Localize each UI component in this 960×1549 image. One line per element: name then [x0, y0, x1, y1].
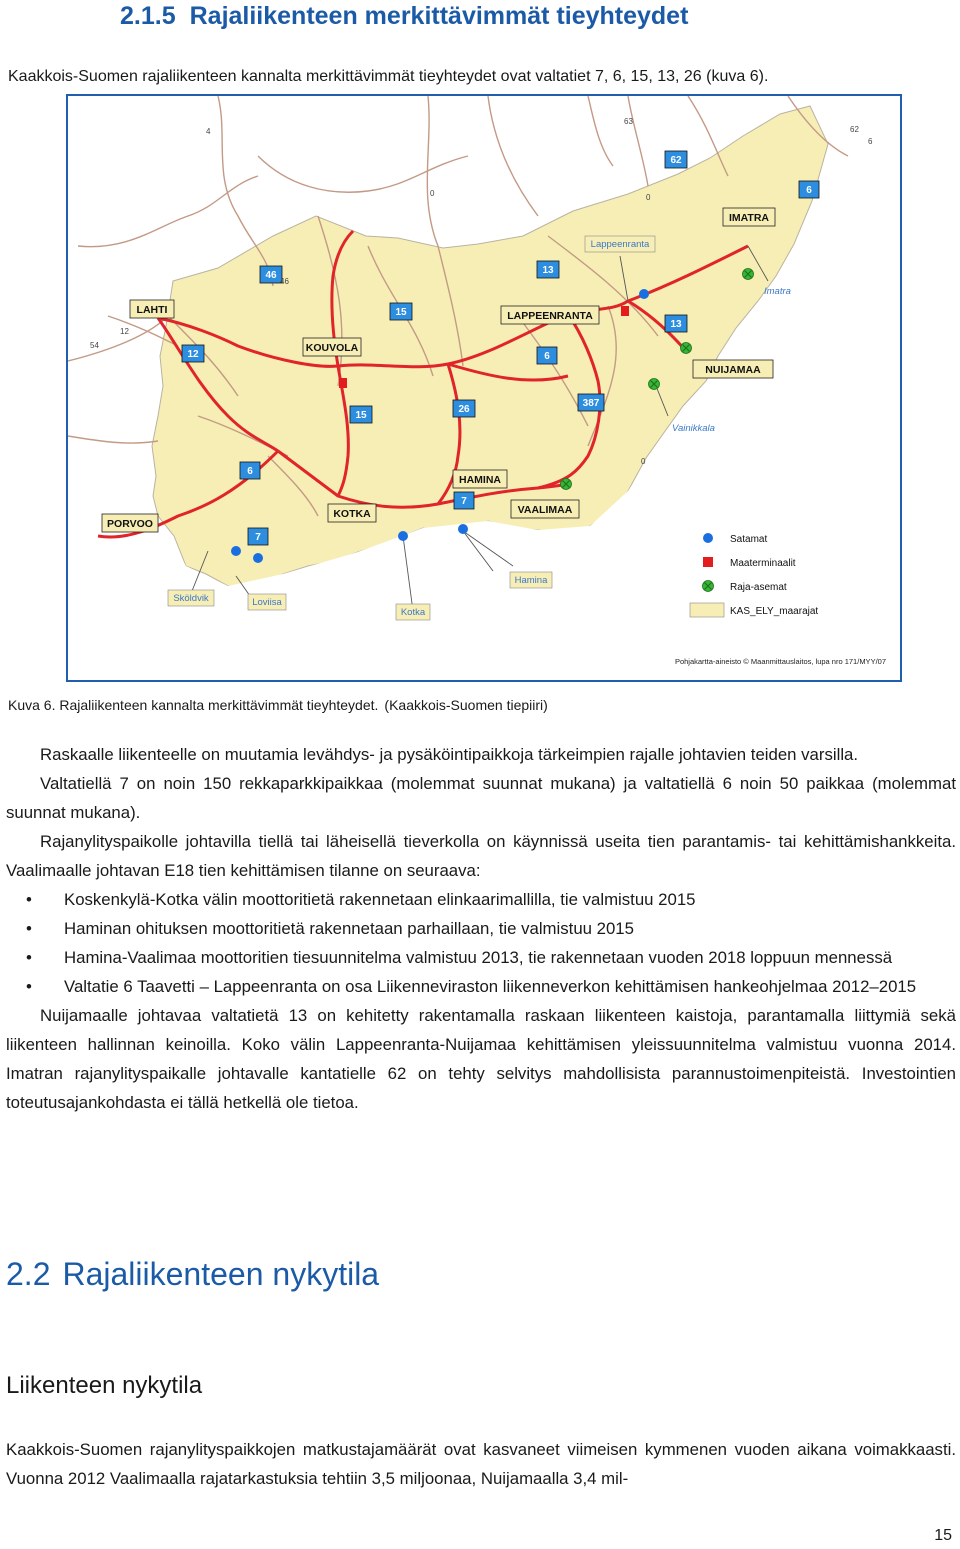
callout-kotka: Kotka [400, 607, 426, 618]
city-imatra: IMATRA [728, 212, 770, 224]
road-badge: 15 [355, 410, 367, 421]
paragraph: Raskaalle liikenteelle on muutamia levähdys- ja pysäköintipaikkoja tärkeimpien rajalle johtavien teiden varsilla. [40, 745, 859, 764]
minor-road-number: 4 [206, 127, 211, 136]
figure-caption [8, 697, 548, 713]
callout-skoldvik: Sköldvik [173, 593, 209, 604]
border-station-marker-imatra [743, 269, 754, 280]
terminal-marker-lappeenranta [621, 306, 629, 316]
legend-border-station-symbol [703, 581, 714, 592]
section-number: 2.2 [6, 1256, 51, 1292]
city-nuijamaa: NUIJAMAA [705, 364, 761, 376]
road-badge: 12 [187, 349, 199, 360]
road-badge: 15 [395, 307, 407, 318]
legend-region: KAS_ELY_maarajat [730, 606, 819, 617]
paragraph: Nuijamaalle johtavaa valtatietä 13 on kehitetty rakentamalla raskaan liikenteen kaistoja, parantamalla liittymiä sekä liikenteen hallinnan keinoilla. Koko välin Lappeenranta-Nuijamaa kehittämisen yleissuunnitelma valmistuu vuonna 2014. Imatran rajanylityspaikalle johtavalle kantatielle 62 on tehty selvitys mahdollisista parannustoimenpiteistä. Investointien toteutusajankohdasta ei tällä hetkellä ole tietoa. [6, 1006, 956, 1112]
bullet-list [6, 885, 956, 1001]
legend-port-symbol [703, 533, 713, 543]
border-station-marker-vaalimaa [561, 479, 572, 490]
minor-road-number: 46 [280, 277, 289, 286]
legend-region-symbol [690, 603, 724, 617]
city-kotka: KOTKA [333, 508, 371, 520]
road-badge: 6 [806, 185, 812, 196]
list-item: • Koskenkylä-Kotka välin moottoritietä rakennetaan elinkaarimallilla, tie valmistuu 2015 [26, 890, 696, 909]
list-item: • Hamina-Vaalimaa moottoritien tiesuunnitelma valmistuu 2013, tie rakennetaan vuoden 2018 loppuun mennessä [26, 948, 893, 967]
map-credit: Pohjakartta-aineisto © Maanmittauslaitos, lupa nro 171/MYY/07 [674, 657, 886, 666]
terminal-marker-kouvola [339, 378, 347, 388]
legend-terminal-symbol [703, 557, 713, 567]
city-lappeenranta: LAPPEENRANTA [507, 310, 593, 322]
minor-road-number: 6 [868, 137, 873, 146]
road-badge: 387 [582, 398, 600, 409]
road-badge: 46 [265, 270, 277, 281]
minor-road-number: 54 [90, 341, 99, 350]
callout-lappeenranta: Lappeenranta [590, 239, 650, 250]
callout-vainikkala: Vainikkala [672, 423, 715, 434]
section-title: Rajaliikenteen merkittävimmät tieyhteydet [189, 2, 689, 30]
callout-hamina: Hamina [514, 575, 548, 586]
city-vaalimaa: VAALIMAA [517, 504, 573, 516]
port-marker-hamina [458, 524, 468, 534]
port-marker-lappeenranta [639, 289, 649, 299]
paragraph: Rajanylityspaikolle johtavilla tiellä tai läheisellä tieverkolla on käynnissä useita tien parantamis- tai kehittämishankkeita. Vaalimaalle johtavan E18 tien kehittämisen tilanne on seuraava: [6, 832, 956, 880]
road-badge: 26 [458, 404, 470, 415]
section-heading [120, 2, 688, 31]
road-badge: 62 [670, 155, 682, 166]
road-map [66, 94, 902, 682]
road-badge: 7 [461, 496, 467, 507]
closing-text [6, 1435, 956, 1493]
page-number: 15 [934, 1527, 952, 1544]
port-marker-loviisa [231, 546, 241, 556]
caption-source: (Kaakkois-Suomen tiepiiri) [384, 697, 548, 713]
port-marker-kotka [398, 531, 408, 541]
city-kouvola: KOUVOLA [305, 342, 359, 354]
city-porvoo: PORVOO [107, 518, 153, 530]
paragraph: Valtatiellä 7 on noin 150 rekkaparkkipaikkaa (molemmat suunnat mukana) ja valtatiellä 6 noin 50 paikkaa (molemmat suunnat mukana). [6, 774, 956, 822]
border-station-marker-nuijamaa [681, 343, 692, 354]
road-badge: 6 [544, 351, 550, 362]
road-badge: 13 [670, 319, 682, 330]
minor-road-number: 62 [850, 125, 859, 134]
minor-road-number: 0 [641, 457, 646, 466]
section-number: 2.1.5 [120, 2, 176, 30]
legend-terminals: Maaterminaalit [730, 558, 796, 569]
callout-imatra: Imatra [764, 286, 791, 297]
subheading: Liikenteen nykytila [6, 1372, 203, 1399]
city-hamina: HAMINA [459, 474, 501, 486]
caption-main: Kuva 6. Rajaliikenteen kannalta merkittävimmät tieyhteydet. [8, 697, 379, 713]
port-marker-skoldvik [253, 553, 263, 563]
legend-border-stations: Raja-asemat [730, 582, 787, 593]
minor-road-number: 63 [624, 117, 633, 126]
border-station-marker-vainikkala [649, 379, 660, 390]
city-lahti: LAHTI [136, 304, 168, 316]
road-badge: 13 [542, 265, 554, 276]
body-text [6, 740, 956, 1117]
legend-ports: Satamat [730, 534, 768, 545]
minor-road-number: 0 [646, 193, 651, 202]
road-badge: 7 [255, 532, 261, 543]
road-badge: 6 [247, 466, 253, 477]
section-heading-2 [6, 1256, 379, 1293]
paragraph: Kaakkois-Suomen rajanylityspaikkojen matkustajamäärät ovat kasvaneet viimeisen kymmenen vuoden aikana voimakkaasti. Vuonna 2012 Vaalimaalla rajatarkastuksia tehtiin 3,5 miljoonaa, Nuijamaalla 3,4 mil- [6, 1440, 956, 1488]
list-item: • Valtatie 6 Taavetti – Lappeenranta on osa Liikenneviraston liikenneverkon kehittämisen hankeohjelmaa 2012–2015 [26, 977, 917, 996]
intro-text: Kaakkois-Suomen rajaliikenteen kannalta merkittävimmät tieyhteydet ovat valtatiet 7, 6, 15, 13, 26 (kuva 6). [8, 68, 769, 85]
section-title: Rajaliikenteen nykytila [62, 1256, 380, 1292]
minor-road-number: 12 [120, 327, 129, 336]
minor-road-number: 0 [430, 189, 435, 198]
callout-loviisa: Loviisa [252, 597, 282, 608]
list-item: • Haminan ohituksen moottoritietä rakennetaan parhaillaan, tie valmistuu 2015 [26, 919, 634, 938]
